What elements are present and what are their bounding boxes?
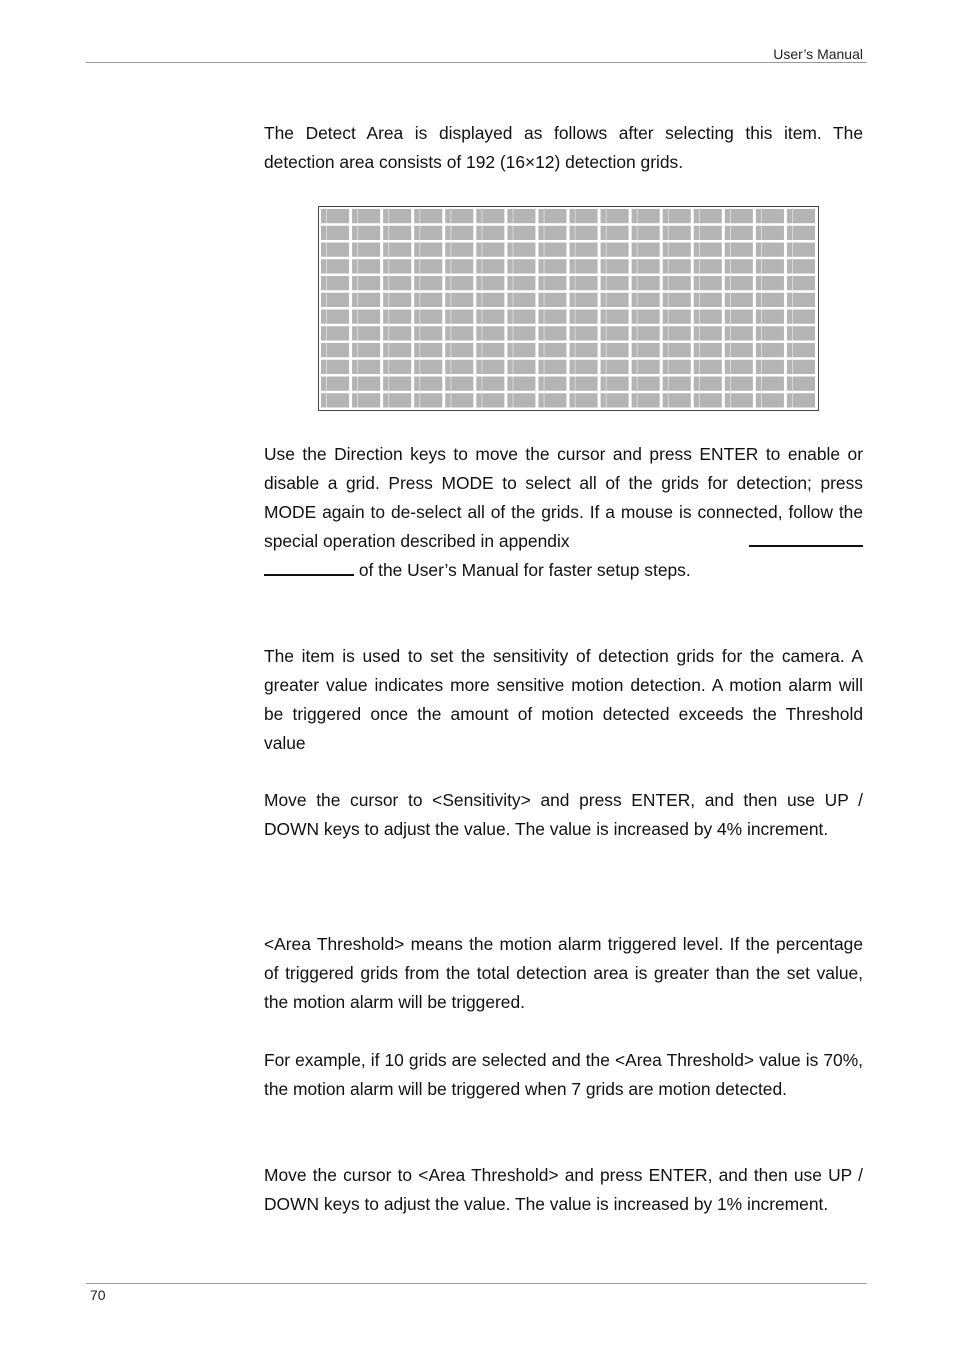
detection-grid-cell[interactable] [538, 377, 566, 391]
detection-grid-cell[interactable] [570, 377, 598, 391]
detection-grid-cell[interactable] [694, 326, 722, 340]
detection-grid-cell[interactable] [601, 243, 629, 257]
detection-grid-cell[interactable] [601, 360, 629, 374]
detection-grid-cell[interactable] [507, 209, 535, 223]
appendix-link-blank-2 [264, 560, 354, 576]
area-threshold-description: <Area Threshold> means the motion alarm triggered level. If the percentage of triggered grids from the total detection area is greater than the set value, the motion alarm will be triggered. [264, 934, 863, 1012]
detection-grid-cell[interactable] [570, 393, 598, 407]
area-threshold-instructions: Move the cursor to <Area Threshold> and press ENTER, and then use UP / DOWN keys to adjust the value. The value is increased by 1% increment. [264, 1165, 863, 1214]
detection-grid-cell[interactable] [663, 276, 691, 290]
detection-grid-cell[interactable] [352, 393, 380, 407]
detection-grid-cell[interactable] [321, 393, 349, 407]
detection-grid-cell[interactable] [694, 393, 722, 407]
detection-grid-cell[interactable] [787, 259, 815, 273]
detection-grid-cell[interactable] [756, 276, 784, 290]
detection-grid-cell[interactable] [383, 226, 411, 240]
detect-area-grid-svg [319, 207, 818, 410]
detection-grid-cell[interactable] [476, 326, 504, 340]
detection-grid-cell[interactable] [321, 360, 349, 374]
detection-grid-cell[interactable] [383, 310, 411, 324]
detection-grid-cell[interactable] [445, 343, 473, 357]
detection-grid-cell[interactable] [445, 360, 473, 374]
detection-grid-cell[interactable] [570, 226, 598, 240]
detection-grid-cell[interactable] [476, 310, 504, 324]
detection-grid-cell[interactable] [352, 326, 380, 340]
detection-grid-cell[interactable] [632, 360, 660, 374]
detection-grid-cell[interactable] [445, 243, 473, 257]
detection-grid-cell[interactable] [663, 326, 691, 340]
detection-grid-cell[interactable] [632, 343, 660, 357]
detection-grid-cell[interactable] [321, 293, 349, 307]
detection-grid-cell[interactable] [414, 343, 442, 357]
detection-grid-cell[interactable] [476, 393, 504, 407]
detection-grid-cell[interactable] [507, 259, 535, 273]
detection-grid-cell[interactable] [663, 343, 691, 357]
detection-grid-cell[interactable] [601, 326, 629, 340]
detection-grid-cell[interactable] [601, 343, 629, 357]
detection-grid-cell[interactable] [383, 360, 411, 374]
detection-grid-cell[interactable] [694, 343, 722, 357]
page-number: 70 [90, 1287, 106, 1303]
detection-grid-cell[interactable] [507, 393, 535, 407]
detection-grid-cell[interactable] [538, 293, 566, 307]
detection-grid-cell[interactable] [414, 259, 442, 273]
detection-grid-cell[interactable] [476, 360, 504, 374]
detection-grid-cell[interactable] [787, 377, 815, 391]
detection-grid-cell[interactable] [570, 326, 598, 340]
detection-grid-cell[interactable] [538, 276, 566, 290]
detection-grid-cell[interactable] [787, 310, 815, 324]
detection-grid-cell[interactable] [601, 377, 629, 391]
page-header-title: User’s Manual [773, 46, 863, 62]
detection-grid-cell[interactable] [383, 293, 411, 307]
detection-grid-cell[interactable] [756, 243, 784, 257]
detection-grid-cell[interactable] [725, 393, 753, 407]
detection-grid-cell[interactable] [725, 310, 753, 324]
detection-grid-cell[interactable] [601, 310, 629, 324]
detection-grid-cell[interactable] [632, 377, 660, 391]
detection-grid-cell[interactable] [538, 393, 566, 407]
detection-grid-cell[interactable] [756, 393, 784, 407]
detection-grid-cell[interactable] [321, 243, 349, 257]
detection-grid-cell[interactable] [476, 259, 504, 273]
detection-grid-cell[interactable] [414, 243, 442, 257]
detection-grid-cell[interactable] [570, 293, 598, 307]
detection-grid-cell[interactable] [725, 360, 753, 374]
detection-grid-cell[interactable] [476, 209, 504, 223]
detection-grid-cell[interactable] [507, 326, 535, 340]
detection-grid-cell[interactable] [414, 209, 442, 223]
detection-grid-cell[interactable] [601, 209, 629, 223]
detection-grid-cell[interactable] [414, 393, 442, 407]
detection-grid-cell[interactable] [383, 377, 411, 391]
detection-grid-cell[interactable] [445, 209, 473, 223]
detection-grid-cell[interactable] [507, 360, 535, 374]
detection-grid-cell[interactable] [694, 360, 722, 374]
detection-grid-cell[interactable] [756, 209, 784, 223]
detection-grid-cell[interactable] [570, 310, 598, 324]
detection-grid-cell[interactable] [507, 226, 535, 240]
detection-grid-cell[interactable] [383, 243, 411, 257]
detection-grid-cell[interactable] [321, 343, 349, 357]
detection-grid-cell[interactable] [538, 209, 566, 223]
detection-grid-cell[interactable] [352, 276, 380, 290]
detection-grid-cell[interactable] [756, 293, 784, 307]
detection-grid-cell[interactable] [507, 276, 535, 290]
detection-grid-cell[interactable] [601, 276, 629, 290]
detection-grid-cell[interactable] [725, 343, 753, 357]
detection-grid-cell[interactable] [787, 243, 815, 257]
intro-paragraph: The Detect Area is displayed as follows after selecting this item. The detection area consists of 192 (16×12) detection grids. [264, 123, 863, 172]
detection-grid-cell[interactable] [445, 393, 473, 407]
detection-grid-cell[interactable] [414, 293, 442, 307]
detection-grid-cell[interactable] [663, 209, 691, 223]
detection-grid-cell[interactable] [632, 209, 660, 223]
detection-grid-cell[interactable] [352, 209, 380, 223]
detection-grid-cell[interactable] [570, 343, 598, 357]
detection-grid-cell[interactable] [538, 343, 566, 357]
detection-grid-cell[interactable] [663, 293, 691, 307]
sensitivity-instructions: Move the cursor to <Sensitivity> and press ENTER, and then use UP / DOWN keys to adjust the value. The value is increased by 4% increment. [264, 790, 863, 839]
detection-grid-cell[interactable] [756, 343, 784, 357]
detection-grid-cell[interactable] [570, 209, 598, 223]
detection-grid-cell[interactable] [663, 360, 691, 374]
detection-grid-cell[interactable] [445, 326, 473, 340]
detection-grid-cell[interactable] [383, 259, 411, 273]
detection-grid-cell[interactable] [570, 259, 598, 273]
detection-grid-cell[interactable] [476, 293, 504, 307]
detection-grid-cell[interactable] [632, 310, 660, 324]
detection-grid-cell[interactable] [570, 276, 598, 290]
footer-rule [86, 1283, 867, 1284]
sensitivity-description: The item is used to set the sensitivity of detection grids for the camera. A greater value indicates more sensitive motion detection. A motion alarm will be triggered once the amount of motion detected exceeds the Threshold value [264, 646, 863, 753]
detection-grid-cell[interactable] [383, 326, 411, 340]
detection-grid-cell[interactable] [538, 259, 566, 273]
detection-grid-cell[interactable] [663, 310, 691, 324]
detection-grid-cell[interactable] [601, 226, 629, 240]
detection-grid-cell[interactable] [321, 377, 349, 391]
detection-grid-cell[interactable] [321, 209, 349, 223]
direction-keys-paragraph [264, 440, 863, 585]
detection-grid-cell[interactable] [445, 377, 473, 391]
detection-grid-cell[interactable] [632, 243, 660, 257]
detection-grid-cell[interactable] [632, 393, 660, 407]
detection-grid-cell[interactable] [383, 209, 411, 223]
detection-grid-cell[interactable] [787, 226, 815, 240]
detection-grid-cell[interactable] [507, 377, 535, 391]
detection-grid-cell[interactable] [445, 226, 473, 240]
detection-grid-cell[interactable] [538, 310, 566, 324]
detection-grid-cell[interactable] [321, 326, 349, 340]
detection-grid-cell[interactable] [725, 293, 753, 307]
direction-keys-tail: of the User’s Manual for faster setup steps. [354, 560, 691, 580]
detection-grid-cell[interactable] [694, 276, 722, 290]
detection-grid-cell[interactable] [756, 226, 784, 240]
detection-grid-cell[interactable] [601, 293, 629, 307]
detection-grid-cell[interactable] [756, 326, 784, 340]
detection-grid-cell[interactable] [663, 393, 691, 407]
detect-area-grid [318, 206, 819, 411]
detection-grid-cell[interactable] [694, 377, 722, 391]
detection-grid-cell[interactable] [632, 226, 660, 240]
detection-grid-cell[interactable] [787, 360, 815, 374]
detection-grid-cell[interactable] [321, 259, 349, 273]
detection-grid-cell[interactable] [414, 360, 442, 374]
detection-grid-cell[interactable] [663, 259, 691, 273]
detection-grid-cell[interactable] [725, 209, 753, 223]
detection-grid-cell[interactable] [445, 310, 473, 324]
detection-grid-cell[interactable] [663, 377, 691, 391]
header-rule [86, 62, 867, 63]
detection-grid-cell[interactable] [476, 243, 504, 257]
detection-grid-cell[interactable] [507, 293, 535, 307]
detection-grid-cell[interactable] [787, 209, 815, 223]
detection-grid-cell[interactable] [725, 259, 753, 273]
detection-grid-cell[interactable] [756, 360, 784, 374]
area-threshold-example: For example, if 10 grids are selected and the <Area Threshold> value is 70%, the motion alarm will be triggered when 7 grids are motion detected. [264, 1050, 863, 1099]
detection-grid-cell[interactable] [352, 259, 380, 273]
detection-grid-cell[interactable] [352, 377, 380, 391]
detection-grid-cell[interactable] [538, 360, 566, 374]
detection-grid-cell[interactable] [756, 377, 784, 391]
detection-grid-cell[interactable] [632, 293, 660, 307]
detection-grid-cell[interactable] [663, 226, 691, 240]
detection-grid-cell[interactable] [383, 343, 411, 357]
detection-grid-cell[interactable] [507, 343, 535, 357]
detection-grid-cell[interactable] [352, 293, 380, 307]
detection-grid-cell[interactable] [756, 259, 784, 273]
detection-grid-cell[interactable] [352, 360, 380, 374]
detection-grid-cell[interactable] [787, 343, 815, 357]
detection-grid-cell[interactable] [414, 310, 442, 324]
detection-grid-cell[interactable] [414, 276, 442, 290]
detection-grid-cell[interactable] [321, 276, 349, 290]
detection-grid-cell[interactable] [756, 310, 784, 324]
detection-grid-cell[interactable] [538, 243, 566, 257]
detection-grid-cell[interactable] [570, 243, 598, 257]
detection-grid-cell[interactable] [321, 226, 349, 240]
detection-grid-cell[interactable] [601, 259, 629, 273]
detection-grid-cell[interactable] [414, 326, 442, 340]
detection-grid-cell[interactable] [725, 243, 753, 257]
detection-grid-cell[interactable] [694, 226, 722, 240]
detection-grid-cell[interactable] [538, 226, 566, 240]
detection-grid-cell[interactable] [570, 360, 598, 374]
detection-grid-cell[interactable] [445, 259, 473, 273]
detection-grid-cell[interactable] [694, 209, 722, 223]
detection-grid-cell[interactable] [787, 293, 815, 307]
detection-grid-cell[interactable] [725, 276, 753, 290]
detection-grid-cell[interactable] [694, 310, 722, 324]
detection-grid-cell[interactable] [787, 276, 815, 290]
detection-grid-cell[interactable] [383, 393, 411, 407]
detection-grid-cell[interactable] [694, 293, 722, 307]
detection-grid-cell[interactable] [383, 276, 411, 290]
direction-keys-text: Use the Direction keys to move the cursor and press ENTER to enable or disable a grid. Press MODE to select all of the grids for detection; press MODE again to de-select all of the grids. If a mouse is connected, follow the special operation described in appendix [264, 444, 863, 551]
detection-grid-cell[interactable] [352, 343, 380, 357]
detection-grid-cell[interactable] [787, 326, 815, 340]
detection-grid-cell[interactable] [725, 226, 753, 240]
detection-grid-cell[interactable] [694, 243, 722, 257]
detection-grid-cell[interactable] [507, 243, 535, 257]
detection-grid-cell[interactable] [445, 276, 473, 290]
detection-grid-cell[interactable] [601, 393, 629, 407]
detection-grid-cell[interactable] [725, 377, 753, 391]
detection-grid-cell[interactable] [352, 226, 380, 240]
detection-grid-cell[interactable] [632, 326, 660, 340]
detection-grid-cell[interactable] [632, 259, 660, 273]
detection-grid-cell[interactable] [352, 310, 380, 324]
detection-grid-cell[interactable] [538, 326, 566, 340]
detection-grid-cell[interactable] [414, 226, 442, 240]
detection-grid-cell[interactable] [445, 293, 473, 307]
detection-grid-cell[interactable] [694, 259, 722, 273]
detection-grid-cell[interactable] [476, 377, 504, 391]
detection-grid-cell[interactable] [476, 343, 504, 357]
detection-grid-cell[interactable] [476, 276, 504, 290]
detection-grid-cell[interactable] [476, 226, 504, 240]
detection-grid-cell[interactable] [787, 393, 815, 407]
detection-grid-cell[interactable] [321, 310, 349, 324]
detection-grid-cell[interactable] [663, 243, 691, 257]
detection-grid-cell[interactable] [507, 310, 535, 324]
detection-grid-cell[interactable] [632, 276, 660, 290]
detection-grid-cell[interactable] [352, 243, 380, 257]
appendix-link-blank [749, 531, 863, 547]
detection-grid-cell[interactable] [725, 326, 753, 340]
detection-grid-cell[interactable] [414, 377, 442, 391]
